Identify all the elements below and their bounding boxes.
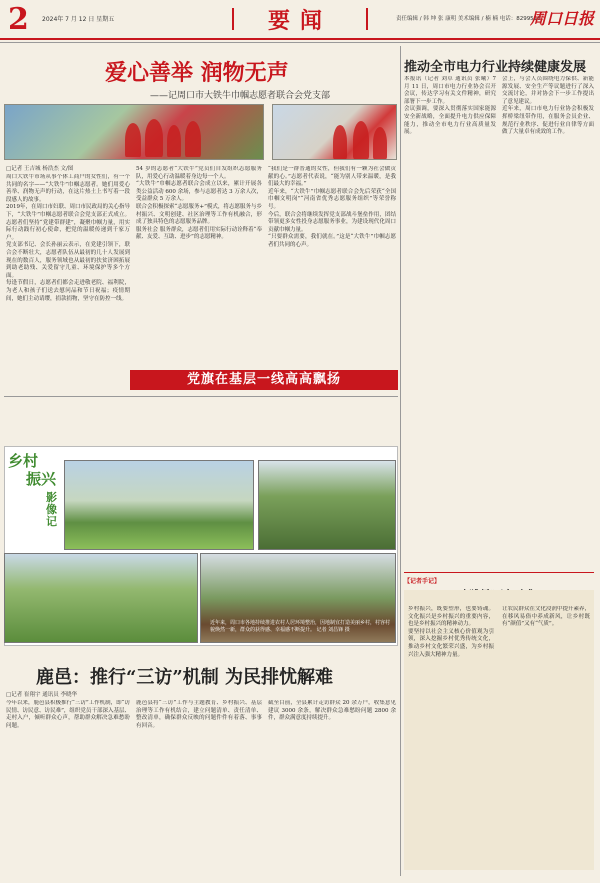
lead-body-col3 (268, 166, 396, 366)
header-rule (0, 38, 600, 40)
lead-paragraph: 每逢节假日，志愿者们都会走进敬老院、福利院，为老人和孩子们送去慰问品和节日祝福；疫情期间，她们主动请缨，捐款捐物，坚守在防控一线。 (6, 280, 130, 302)
luyi-headline: 鹿邑：推行“三访”机制 为民排忧解难 (36, 667, 333, 688)
rural-title-side: 影像记 (46, 491, 57, 528)
commentary-box (404, 572, 594, 592)
party-banner: 党旗在基层一线高高飘扬 (130, 370, 398, 390)
luyi-paragraph: 今年以来，鹿邑县积极推行“三访”工作机制，即“访民情、访民意、访民难”，组织党员干部深入基层、走村入户，倾听群众心声，帮助群众解决急难愁盼问题。 (6, 700, 130, 729)
lead-headline: 爱心善举 润物无声 (105, 60, 289, 86)
section-rule (4, 396, 398, 397)
page-header (0, 0, 600, 40)
right-body-col1 (404, 76, 496, 566)
luyi-body-col3 (268, 700, 396, 876)
staff-credits: 责任编辑 / 韩 坤 张 康明 美术编辑 / 楠 楠 电话：8299516 (396, 16, 541, 22)
commentary-paragraph: 乡村振兴，既要塑形，也要铸魂。文化振兴是乡村振兴的重要内容，也是乡村振兴的精神动力。 (408, 606, 494, 628)
commentary-tag: 【记者手记】 (404, 578, 441, 585)
commentary-paragraph: 要坚持以社会主义核心价值观为引领，深入挖掘乡村优秀传统文化，推动乡村文化繁荣兴盛，为乡村振兴注入强大精神力量。 (408, 628, 494, 658)
lead-paragraph: 54 岁的志愿者“大铁牛”党员们自发组织志愿服务队，用爱心行动温暖着身边每一个人。 (136, 166, 262, 180)
commentary-col2 (502, 606, 590, 868)
lead-subtitle: ——记周口市大铁牛巾帼志愿者联合会党支部 (150, 91, 331, 101)
issue-date: 2024年 7 月 12 日 星期五 (42, 16, 115, 23)
luyi-body-col1 (6, 700, 130, 876)
lead-paragraph: “大铁牛”巾帼志愿者联合会成立以来，累计开展各类公益活动 600 余场，参与志愿者达 3 万余人次，受益群众 5 万余人。 (136, 181, 262, 203)
newspaper-brand: 周口日报 (530, 9, 595, 28)
lead-photo-volunteers (4, 104, 264, 160)
lead-paragraph: 近年来，“大铁牛”巾帼志愿者联合会先后荣获“全国巾帼文明岗”“河南省优秀志愿服务组织”等荣誉称号。 (268, 188, 396, 210)
lead-paragraph: 今后，联合会将继续发挥党支部战斗堡垒作用，团结带领更多女性投身志愿服务事业，为建设现代化周口贡献巾帼力量。 (268, 211, 396, 233)
header-divider-right (366, 8, 368, 30)
luyi-body-col2 (136, 700, 262, 876)
right-headline: 推动全市电力行业持续健康发展 (404, 60, 587, 75)
rural-title-line1: 乡村 (8, 452, 39, 470)
lead-body-col1 (6, 174, 130, 366)
right-paragraph: 近年来，周口市电力行业协会积极发挥桥梁纽带作用，在服务会员企业、规范行业秩序、促进行业自律等方面做了大量卓有成效的工作。 (502, 106, 594, 136)
lead-body-col2 (136, 166, 262, 366)
rural-feature-title (8, 452, 60, 528)
rural-photo-villager (258, 460, 396, 550)
lead-byline: □记者 王吉城 杨浩杰 文/图 (6, 166, 74, 172)
page-number: 2 (8, 2, 29, 37)
rural-title-line2: 振兴 (26, 470, 57, 488)
luyi-paragraph: 鹿邑县将“三访”工作与主题教育、乡村振兴、基层治理等工作有机结合，建立问题清单、责任清单、整改清单，确保群众反映的问题件件有着落、事事有回音。 (136, 700, 262, 729)
right-paragraph: 会上，与会人员围绕电力保供、新能源发展、安全生产等议题进行了深入交流讨论，并对协会下一步工作提出了意见建议。 (502, 76, 594, 105)
commentary-col1 (408, 606, 494, 868)
lead-paragraph: 党支部书记、会长孙丽云表示，在党建引领下，联合会不断壮大，志愿者队伍从最初的几十人发展到现在的数百人，服务领域也从最初的扶贫济困拓展到助老助残、关爱留守儿童、环境保护等多个方面。 (6, 242, 130, 279)
luyi-byline: □记者 崔翔宇 通讯员 李晓华 (6, 692, 77, 698)
lead-paragraph: 周口大铁牛市场从事个体工商户的女性们，有一个共同的名字——“大铁牛”巾帼志愿者。她们用爱心善举、润物无声的行动，在这片热土上书写着一段段感人的故事。 (6, 174, 130, 203)
section-title: 要闻 (267, 8, 332, 34)
right-body-col2 (502, 76, 594, 566)
luyi-paragraph: 截至目前，全县累计走访群众 20 余万户，收集意见建议 3000 余条，解决群众急难愁盼问题 2800 余件，群众满意度持续提升。 (268, 700, 396, 722)
rural-caption: 近年来，周口市各地持续推进农村人居环境整治，因地制宜打造美丽乡村，村容村貌焕然一新，群众的获得感、幸福感不断提升。 记者 刘昌锋 摄 (210, 620, 391, 633)
rural-photo-fields (64, 460, 254, 550)
lead-paragraph: 服务社会 服务群众，志愿者们用实际行动诠释着“奉献、友爱、互助、进步”的志愿精神。 (136, 226, 262, 241)
column-separator (400, 46, 401, 876)
lead-paragraph: 联合会积极探索“志愿服务+”模式，将志愿服务与乡村振兴、文明创建、社区治理等工作有机融合，形成了独具特色的志愿服务品牌。 (136, 203, 262, 226)
lead-paragraph: “我们是一群普通的女性，但我们有一颗为社会做贡献的心。”志愿者代表说，“能为别人带来温暖，是我们最大的幸福。” (268, 166, 396, 188)
rural-photo-pond (4, 553, 198, 643)
lead-photo-event (272, 104, 397, 160)
commentary-paragraph: 让农民群众在文化浸润中提升素养，在移风易俗中养成新风，让乡村既有“颜值”又有“气质”。 (502, 606, 590, 628)
lead-paragraph: “只要群众需要，我们就在。”这是“大铁牛”巾帼志愿者们共同的心声。 (268, 234, 396, 248)
lead-paragraph: 2019年，在周口市妇联、周口市民政局的关心指导下，“大铁牛”巾帼志愿者联合会党支部正式成立。志愿者们坚持“党建带群建”，凝聚巾帼力量，用实际行动践行初心使命，把党的温暖传递到千家万户。 (6, 204, 130, 241)
header-divider-left (232, 8, 234, 30)
right-paragraph: 本报讯（记者 刘卓 通讯员 张曦）7 月 11 日，周口市电力行业协会召开会议，传达学习有关文件精神，研究部署下一步工作。 (404, 76, 496, 105)
right-paragraph: 会议强调，要深入贯彻落实国家能源安全新战略，全面提升电力供应保障能力，推动全市电力行业高质量发展。 (404, 106, 496, 136)
header-rule-thin (0, 42, 600, 43)
